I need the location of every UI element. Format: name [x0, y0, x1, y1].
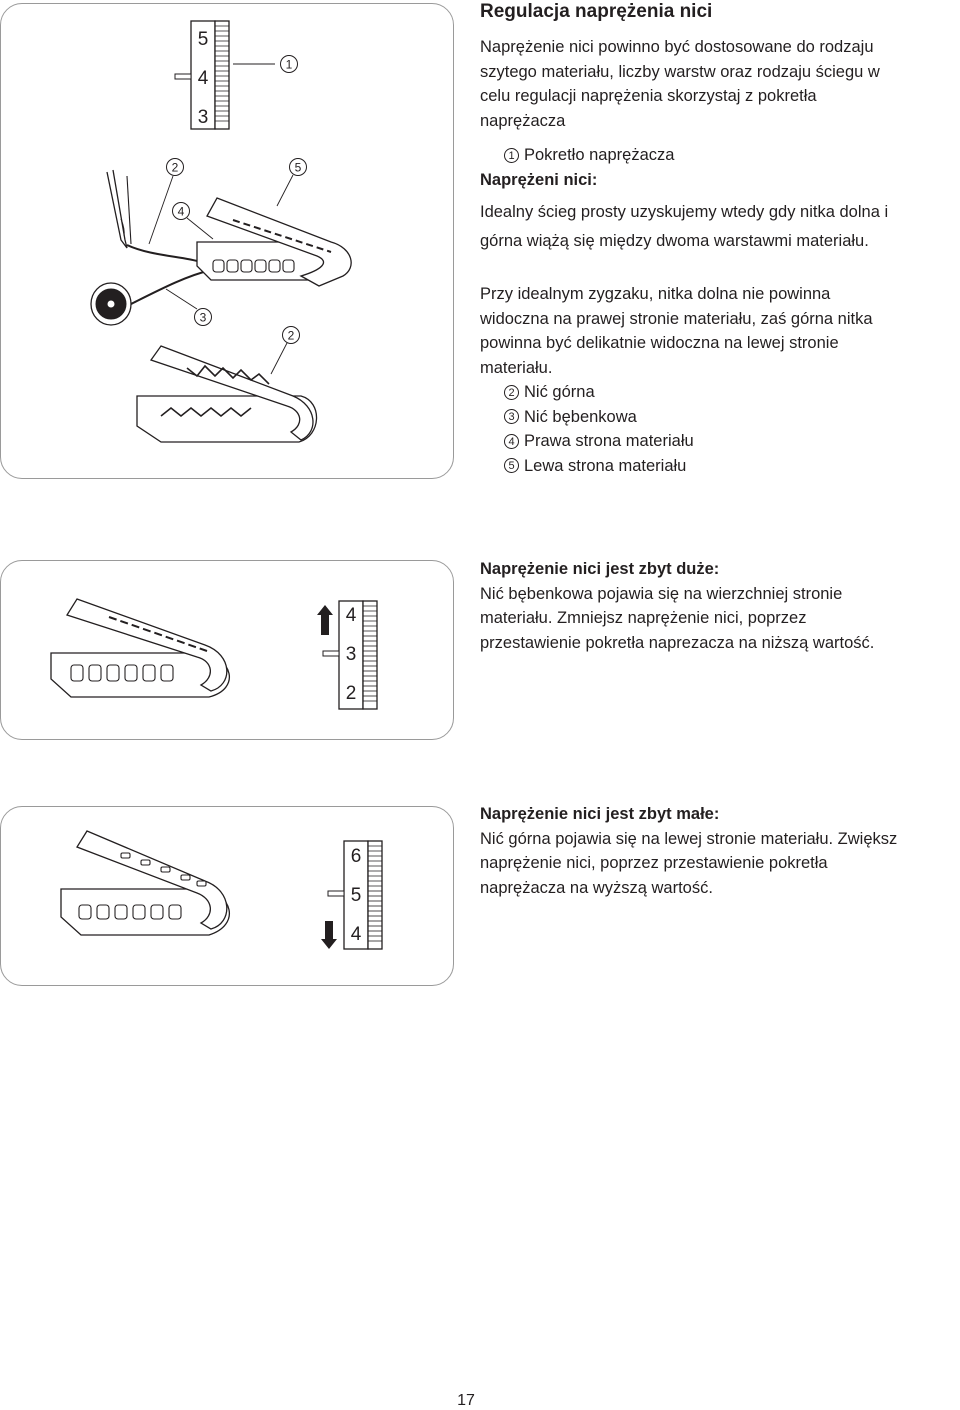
- svg-text:2: 2: [171, 160, 179, 175]
- dial-number-3: 3: [197, 107, 209, 128]
- too-high-line-1: Nić bębenkowa pojawia się na wierzchniej stronie: [480, 584, 843, 603]
- svg-text:4: 4: [177, 204, 185, 219]
- callout-1: [281, 56, 298, 73]
- figure-panel-tension-too-low: [0, 806, 454, 986]
- section-thread-tension-intro: [480, 0, 960, 478]
- svg-text:5: 5: [294, 160, 302, 175]
- dial-number-3: 3: [345, 644, 357, 665]
- legend-item-bobbin-thread: [504, 405, 960, 430]
- dial-number-5: 5: [197, 29, 209, 50]
- dial-number-4: 4: [345, 605, 357, 626]
- svg-text:1: 1: [285, 57, 293, 72]
- too-high-line-2: materiału. Zmniejsz naprężenie nici, poprzez: [480, 609, 807, 627]
- too-high-line-3: przestawienie pokretła naprezacza na niższą wartość.: [480, 633, 875, 652]
- bobbin-icon: [91, 283, 131, 325]
- intro-line-3: celu regulacji naprężenia skorzystaj z pokretła: [480, 87, 817, 105]
- intro-line-2: szytego materiału, liczby warstw oraz rodzaju ściegu w: [480, 62, 880, 81]
- svg-text:3: 3: [199, 310, 207, 325]
- subheading-tension: Naprężeni nici:: [480, 170, 598, 189]
- intro-line-1: Naprężenie nici powinno być dostosowane do rodzaju: [480, 38, 874, 56]
- figure-panel-tension-overview: [0, 3, 454, 479]
- zigzag-line-3: powinna być delikatnie widoczna na lewej stronie: [480, 334, 839, 352]
- too-low-line-1: Nić górna pojawia się na lewej stronie materiału. Zwiększ: [480, 829, 898, 848]
- section-tension-too-high: [480, 557, 960, 655]
- arrow-down-icon: [321, 921, 337, 949]
- heading-tension-too-high: Naprężenie nici jest zbyt duże:: [480, 560, 720, 578]
- dial-number-4: 4: [197, 68, 209, 89]
- page-title: Regulacja naprężenia nici: [480, 1, 713, 22]
- dial-number-6: 6: [350, 846, 362, 867]
- bobbin-thread: [131, 270, 211, 304]
- legend-item-dial: [480, 143, 960, 168]
- tension-dial-icon: [175, 21, 275, 129]
- straight-stitch-line-1: Idealny ścieg prosty uzyskujemy wtedy gdy nitka dolna i: [480, 203, 889, 221]
- legend-text: Nić bębenkowa: [524, 407, 637, 426]
- legend-number: 3: [504, 409, 519, 424]
- legend-text: Nić górna: [524, 383, 595, 401]
- svg-text:2: 2: [287, 328, 295, 343]
- straight-stitch-line-2: górna wiążą się między dwoma warstawmi materiału.: [480, 232, 869, 250]
- fabric-too-tight: [51, 599, 229, 697]
- callout-5-left-side: [290, 159, 307, 176]
- legend-number: 4: [504, 434, 519, 449]
- heading-tension-too-low: Naprężenie nici jest zbyt małe:: [480, 805, 720, 823]
- callout-2-zigzag: [283, 327, 300, 344]
- callout-2-upper-thread: [167, 159, 184, 176]
- legend-number: 5: [504, 458, 519, 473]
- legend-number: 1: [504, 148, 519, 163]
- zigzag-line-2: widoczna na prawej stronie materiału, zaś górna nitka: [480, 309, 873, 328]
- zigzag-line-4: materiału.: [480, 358, 553, 377]
- intro-line-4: naprężacza: [480, 111, 566, 130]
- too-low-line-2: naprężenie nici, poprzez przestawienie pokretła: [480, 854, 828, 872]
- straight-stitch-fabric: [197, 198, 351, 286]
- legend-text: Prawa strona materiału: [524, 432, 694, 450]
- legend-text: Lewa strona materiału: [524, 456, 687, 475]
- zigzag-stitch-fabric: [137, 346, 317, 442]
- legend-item-upper-thread: [504, 380, 960, 405]
- legend-text: Pokretło naprężacza: [524, 146, 675, 164]
- tension-too-high-illustration: [1, 561, 453, 739]
- section-tension-too-low: [480, 802, 960, 900]
- dial-number-5: 5: [350, 885, 362, 906]
- zigzag-line-1: Przy idealnym zygzaku, nitka dolna nie powinna: [480, 285, 831, 303]
- dial-number-2: 2: [345, 683, 357, 704]
- legend-item-left-side: [504, 454, 960, 479]
- tension-too-low-illustration: [1, 807, 453, 985]
- callout-3-bobbin-thread: [195, 309, 212, 326]
- legend-list: [480, 380, 960, 478]
- page-number: 17: [457, 1392, 475, 1409]
- figure-panel-tension-too-high: [0, 560, 454, 740]
- too-low-line-3: naprężacza na wyższą wartość.: [480, 878, 713, 897]
- callout-4-right-side: [173, 203, 190, 220]
- tension-overview-illustration: [1, 4, 453, 478]
- needle-icon: [107, 170, 131, 248]
- dial-number-4: 4: [350, 924, 362, 945]
- legend-number: 2: [504, 385, 519, 400]
- arrow-up-icon: [317, 605, 333, 635]
- fabric-too-loose: [61, 831, 229, 935]
- legend-item-right-side: [504, 429, 960, 454]
